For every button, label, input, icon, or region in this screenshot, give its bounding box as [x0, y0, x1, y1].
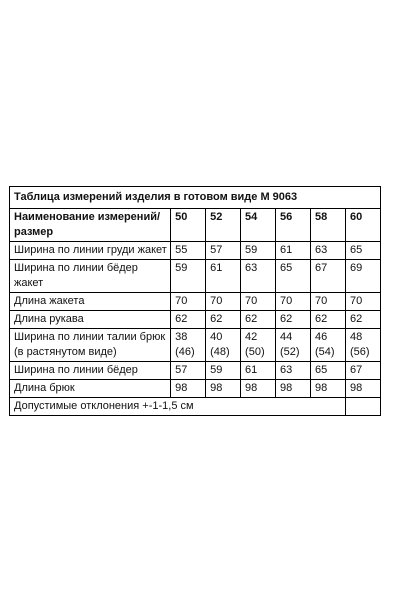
row-value: 98 [171, 380, 206, 398]
row-value [345, 329, 380, 362]
row-value: 61 [241, 362, 276, 380]
table-row [10, 329, 381, 362]
value-sub: (46) [175, 346, 195, 358]
row-label: Ширина по линии бёдер [10, 362, 171, 380]
row-value: 62 [310, 311, 345, 329]
row-value [310, 329, 345, 362]
row-value: 70 [241, 293, 276, 311]
value-main: 44 [280, 331, 293, 343]
value-main: 42 [245, 331, 258, 343]
row-value: 62 [206, 311, 241, 329]
table-row [10, 362, 381, 380]
size-header: 54 [241, 209, 276, 242]
size-header: 52 [206, 209, 241, 242]
row-value: 67 [345, 362, 380, 380]
size-header: 58 [310, 209, 345, 242]
row-value: 98 [241, 380, 276, 398]
row-label: Длина жакета [10, 293, 171, 311]
note-empty-cell [345, 398, 380, 416]
row-value [241, 329, 276, 362]
row-value: 65 [276, 260, 311, 293]
table-row [10, 311, 381, 329]
row-value: 61 [206, 260, 241, 293]
row-value: 63 [241, 260, 276, 293]
value-sub: (48) [210, 346, 230, 358]
row-value: 55 [171, 242, 206, 260]
measurement-table-sheet [9, 186, 381, 416]
row-value [206, 329, 241, 362]
row-label: Ширина по линии груди жакет [10, 242, 171, 260]
note-row [10, 398, 381, 416]
row-value: 70 [206, 293, 241, 311]
row-value: 59 [206, 362, 241, 380]
table-title: Таблица измерений изделия в готовом виде М 9063 [10, 187, 381, 209]
value-sub: (56) [349, 346, 370, 358]
row-value: 70 [276, 293, 311, 311]
row-value: 70 [171, 293, 206, 311]
row-value: 62 [241, 311, 276, 329]
row-value: 70 [310, 293, 345, 311]
row-value: 62 [345, 311, 380, 329]
row-value: 69 [345, 260, 380, 293]
table-row [10, 380, 381, 398]
row-value: 70 [345, 293, 380, 311]
table-row [10, 242, 381, 260]
row-value: 62 [276, 311, 311, 329]
row-value: 62 [171, 311, 206, 329]
row-value: 59 [171, 260, 206, 293]
row-value: 67 [310, 260, 345, 293]
value-sub: (52) [280, 346, 300, 358]
row-label: Ширина по линии талии брюк (в растянутом виде) [10, 329, 171, 362]
value-sub: (50) [245, 346, 265, 358]
size-header: 56 [276, 209, 311, 242]
row-value: 98 [310, 380, 345, 398]
row-value: 65 [310, 362, 345, 380]
row-label: Длина рукава [10, 311, 171, 329]
row-value: 57 [171, 362, 206, 380]
value-main: 48 [349, 331, 363, 343]
size-header: 50 [171, 209, 206, 242]
value-sub: (54) [314, 346, 335, 358]
row-value: 57 [206, 242, 241, 260]
row-label: Ширина по линии бёдер жакет [10, 260, 171, 293]
value-main: 38 [175, 331, 188, 343]
row-value [171, 329, 206, 362]
tolerance-note: Допустимые отклонения +-1-1,5 см [10, 398, 346, 416]
row-value: 63 [310, 242, 345, 260]
row-value: 59 [241, 242, 276, 260]
header-label: Наименование измерений/размер [10, 209, 171, 242]
row-value: 98 [345, 380, 380, 398]
value-main: 46 [314, 331, 328, 343]
row-value: 98 [276, 380, 311, 398]
table-row [10, 260, 381, 293]
header-row [10, 209, 381, 242]
row-value: 63 [276, 362, 311, 380]
row-value: 65 [345, 242, 380, 260]
size-header: 60 [345, 209, 380, 242]
measurement-table [9, 186, 381, 416]
row-label: Длина брюк [10, 380, 171, 398]
row-value: 98 [206, 380, 241, 398]
table-row [10, 293, 381, 311]
row-value: 61 [276, 242, 311, 260]
row-value [276, 329, 311, 362]
value-main: 40 [210, 331, 223, 343]
